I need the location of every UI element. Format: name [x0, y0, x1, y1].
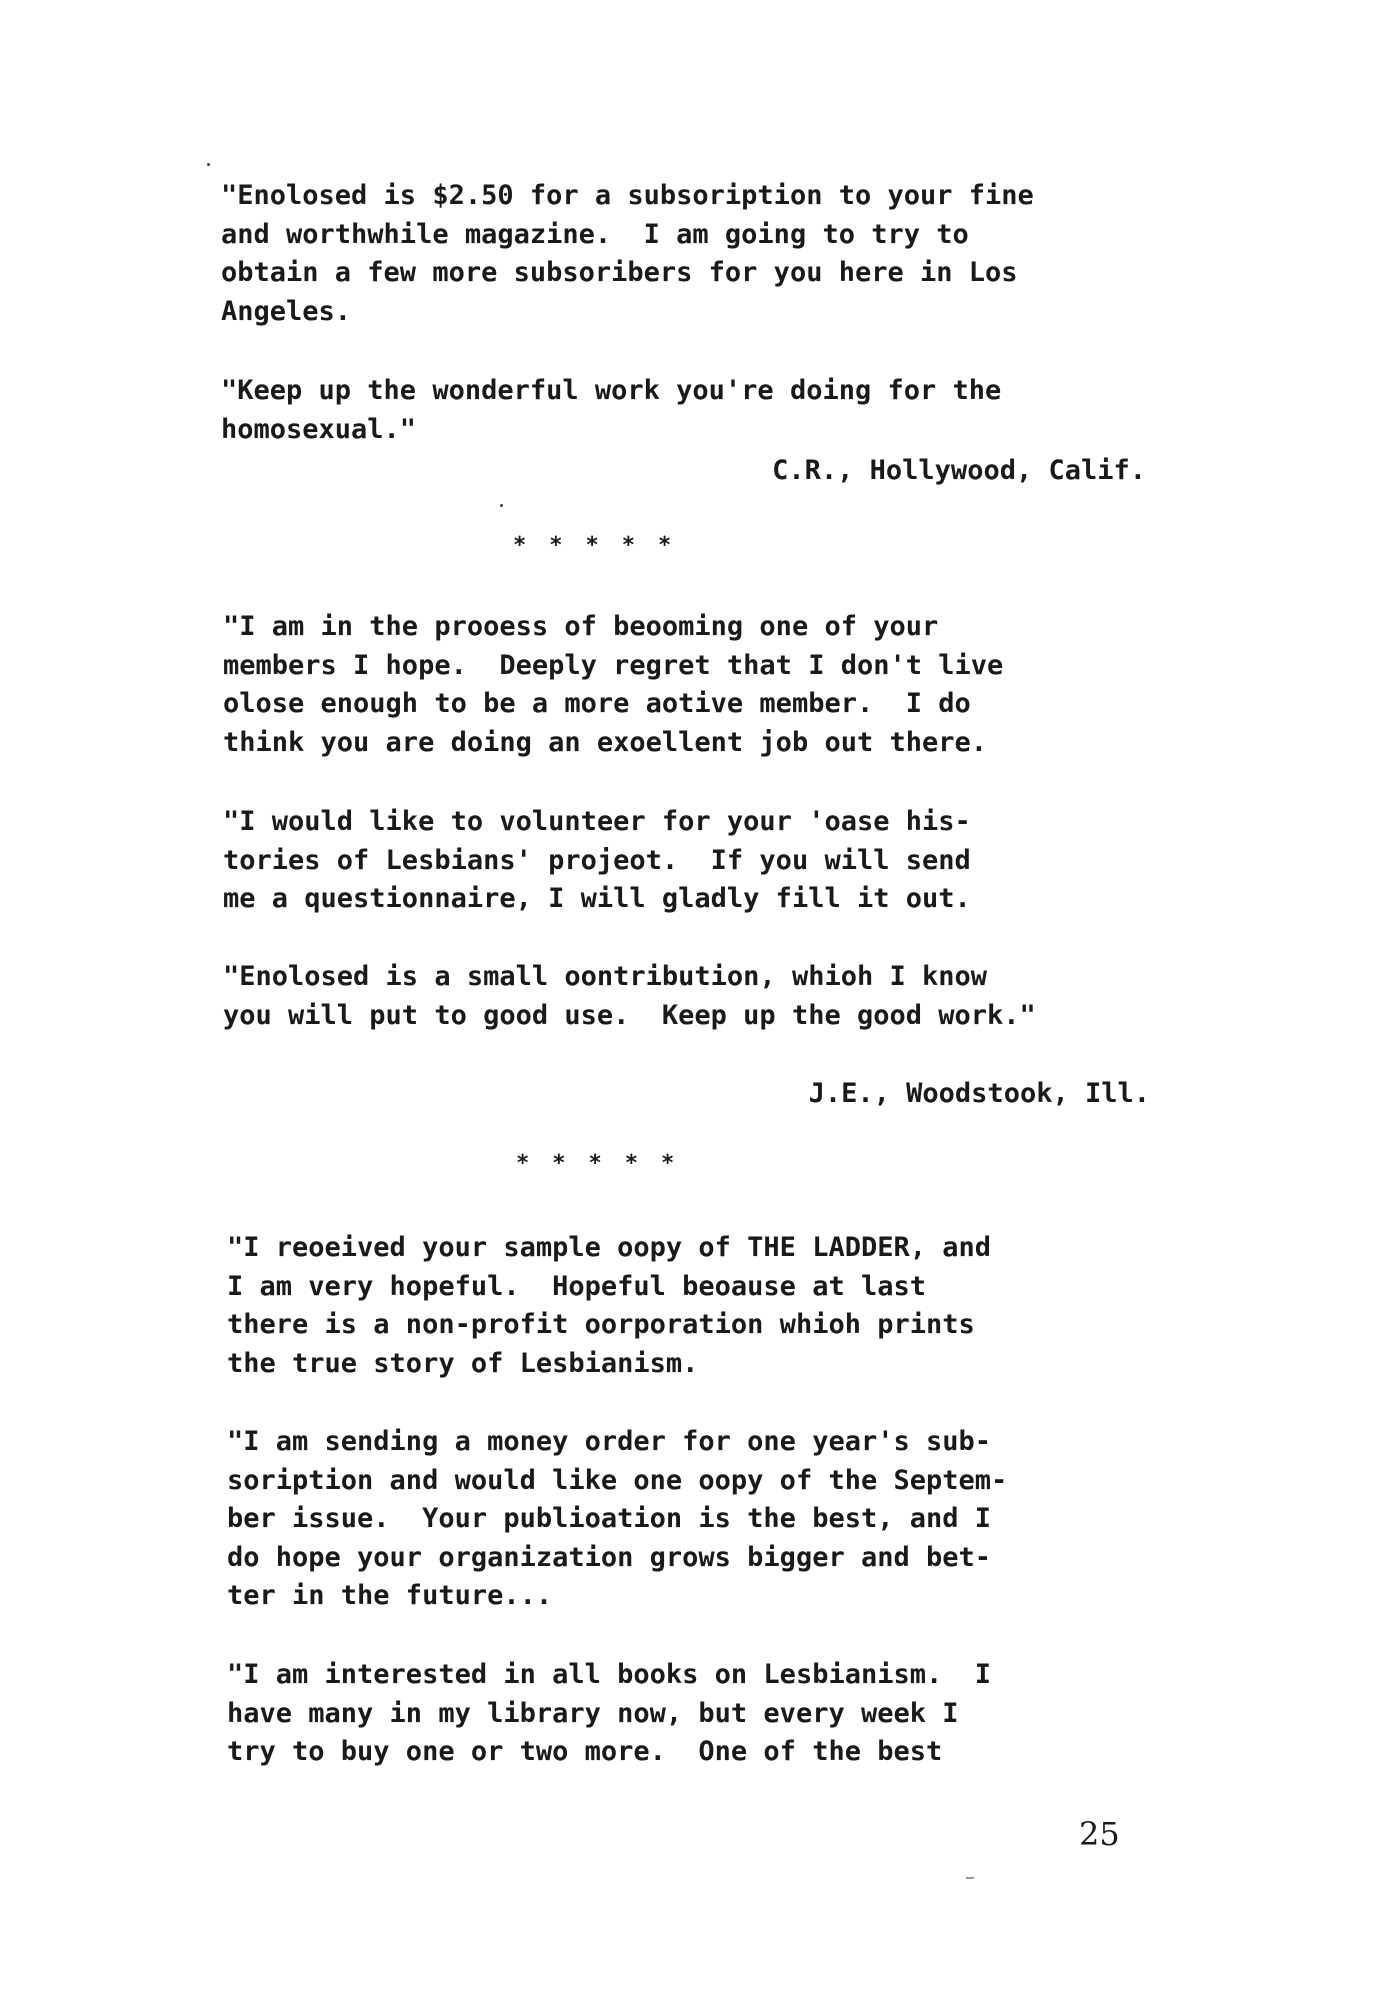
- ink-speck: [966, 1877, 974, 1879]
- separator-star: *: [661, 1151, 675, 1176]
- letter-2-signature: J.E., Woodstook, Ill.: [808, 1078, 1150, 1109]
- separator-star: *: [513, 533, 527, 558]
- separator-stars-1: [513, 533, 671, 558]
- separator-star: *: [552, 1151, 566, 1176]
- ink-speck: [207, 163, 210, 166]
- letter-3-paragraph-3: "I am interested in all books on Lesbianism. I have many in my library now, but every week I try to buy one or two more. One of the best: [227, 1659, 992, 1768]
- separator-star: *: [624, 1151, 638, 1176]
- separator-star: *: [588, 1151, 602, 1176]
- separator-stars-2: [516, 1151, 674, 1176]
- separator-star: *: [621, 533, 635, 558]
- separator-star: *: [585, 533, 599, 558]
- letter-1-signature: C.R., Hollywood, Calif.: [772, 455, 1146, 486]
- letter-3-paragraph-2: "I am sending a money order for one year's sub- soription and would like one oopy of the Septem- ber issue. Your publioation is the best, and I do hope your organization grows bigger and bet- ter in the future...: [227, 1426, 1008, 1612]
- letter-1-paragraph-2: "Keep up the wonderful work you're doing for the homosexual.": [221, 375, 1002, 445]
- letter-3-paragraph-1: "I reoeived your sample oopy of THE LADDER, and I am very hopeful. Hopeful beoause at last there is a non-profit oorporation whioh prints the true story of Lesbianism.: [227, 1232, 992, 1379]
- letter-2-paragraph-1: "I am in the prooess of beooming one of your members I hope. Deeply regret that I don't live olose enough to be a more aotive member. I do think you are doing an exoellent job out there.: [223, 611, 1004, 758]
- letter-2-paragraph-2: "I would like to volunteer for your 'oase his- tories of Lesbians' projeot. If you will send me a questionnaire, I will gladly fill it out.: [223, 806, 971, 915]
- letter-1-paragraph-1: "Enolosed is $2.50 for a subsoription to your fine and worthwhile magazine. I am going to try to obtain a few more subsoribers for you here in Los Angeles.: [221, 180, 1034, 327]
- separator-star: *: [658, 533, 672, 558]
- letter-2-paragraph-3: "Enolosed is a small oontribution, whioh I know you will put to good use. Keep up the good work.": [223, 961, 1036, 1031]
- page-number: 25: [1079, 1815, 1120, 1853]
- separator-star: *: [516, 1151, 530, 1176]
- ink-speck: [500, 504, 503, 507]
- separator-star: *: [549, 533, 563, 558]
